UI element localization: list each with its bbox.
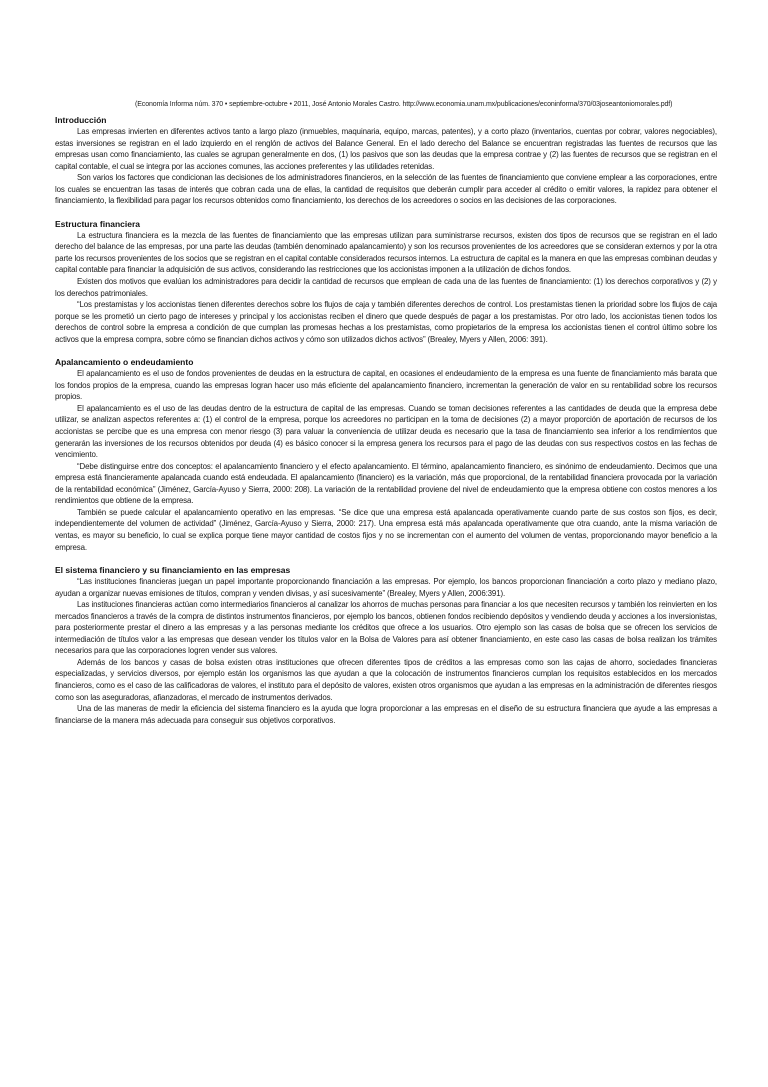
paragraph: “Debe distinguirse entre dos conceptos: el apalancamiento financiero y el efecto apalancamiento. El término, apalancamiento financiero, es sinónimo de endeudamiento. Decimos que una empresa está financieramente apalancada cuando está endeudada. El apalancamiento (financiero) es la variación, más que proporcional, de la rentabilidad financiera provocada por la variación de la rentabilidad económica” (Jiménez, García-Ayuso y Sierra, 2000: 208). La variación de la rentabilidad proviene del nivel de endeudamiento que la empresa obtiene con costos menores a los rendimientos que obtiene de la empresa. [55,461,717,506]
paragraph: Además de los bancos y casas de bolsa existen otras instituciones que ofrecen diferentes tipos de créditos a las empresas como son las cajas de ahorro, sociedades financieras especializadas, y servicios diversos, por ejemplo están los organismos las que ayudan a que la colocación de instrumentos financieros cumplan los requisitos establecidos en los mercados financieros, como es el caso de las calificadoras de valores, el instituto para el depósito de valores, existen otros organismos que ayudan a las empresas en la administración de diferentes riesgos como son las aseguradoras, afianzadoras, el mercado de instrumentos derivados. [55,657,717,702]
section-sistema-financiero [55,564,717,726]
paragraph: También se puede calcular el apalancamiento operativo en las empresas. “Se dice que una empresa está apalancada operativamente cuando parte de sus costos son fijos, es decir, independientemente del volumen de actividad” (Jiménez, García-Ayuso y Sierra, 2000: 217). Una empresa está más apalancada operativamente que otra cuando, ante la misma variación de ventas, es mayor su beneficio, lo cual se explica porque tiene mayor cantidad de costos fijos y no se incrementan con el aumento del volumen de ventas, proporcionando mayor beneficio a la empresa. [55,507,717,552]
paragraph: Las instituciones financieras actúan como intermediarios financieros al canalizar los ahorros de muchas personas para financiar a los que necesiten recursos y también los reinvierten en los mercados financieros a través de la compra de distintos instrumentos financieros, por ejemplo los bancos, obtienen fondos recibiendo depósitos y vendiendo deuda y acciones a los inversionistas, para posteriormente prestar el dinero a las empresas y a las personas mediante los créditos que ofrece a los usuarios. Otro ejemplo son las casas de bolsa que se ofrecen los servicios de intermediación de títulos valor a las empresas que desean vender los títulos valor en la Bolsa de Valores para así obtener financiamiento, en este caso las casas de bolsa realizan los trámites necesarios para que las corporaciones logren vender sus valores. [55,600,717,656]
section-heading: Estructura financiera [55,218,141,229]
citation-line: (Economía Informa núm. 370 • septiembre-octubre • 2011, José Antonio Morales Castro. http://www.economia.unam.mx/publicaciones/econinforma/370/03joseantoniomorales.pdf) [135,101,673,108]
paragraph: Las empresas invierten en diferentes activos tanto a largo plazo (inmuebles, maquinaria, equipo, marcas, patentes), y a corto plazo (inventarios, cuentas por cobrar, valores negociables), estas inversiones se registran en el lado izquierdo en el renglón de activos del Balance General. En el lado derecho del Balance se encuentran registradas las fuentes de recursos que las empresas usan como financiamiento, las cuales se agrupan generalmente en dos, (1) los pasivos que son las deudas que la empresa contrae y (2) las fuentes de recursos que se registran en el capital contable, el cual se integra por las acciones comunes, las acciones preferentes y las utilidades retenidas. [55,127,717,171]
paragraph: “Los prestamistas y los accionistas tienen diferentes derechos sobre los flujos de caja y también diferentes derechos de control. Los prestamistas tienen la prioridad sobre los flujos de caja porque se les prometió un cierto pago de intereses y principal y los accionistas reciben el dinero que quede después de pagar a los prestamistas. Por otro lado, los accionistas tienen todos los derechos de control sobre la empresa a condición de que cumplan las promesas hechas a los prestamistas, como propietarios de la empresa los accionistas tienen el control último sobre los activos que la empresa compra, sobre cómo se financian dichos activos y cómo son utilizados dichos activos” (Brealey, Myers y Allen, 2006: 391). [55,300,717,344]
section-introduccion [55,114,717,207]
paragraph: Una de las maneras de medir la eficiencia del sistema financiero es la ayuda que logra proporcionar a las empresas en el diseño de su estructura financiera que ayude a las empresas a financiarse de la manera más adecuada para conseguir sus objetivos corporativos. [55,704,717,725]
section-estructura-financiera [55,218,717,345]
paragraph: “Las instituciones financieras juegan un papel importante proporcionando financiación a las empresas. Por ejemplo, los bancos proporcionan financiación a corto plazo y mediano plazo, ayudan a organizar nuevas emisiones de títulos, compran y venden divisas, y así sucesivamente” (Brealey, Myers y Allen, 2006:391). [55,577,717,598]
section-heading: Apalancamiento o endeudamiento [55,357,194,368]
section-heading: Introducción [55,115,107,125]
paragraph: Existen dos motivos que evalúan los administradores para decidir la cantidad de recursos que emplean de cada una de las fuentes de financiamiento: (1) los derechos corporativos y (2) y los derechos patrimoniales. [55,277,717,298]
section-apalancamiento [55,356,717,553]
section-heading: El sistema financiero y su financiamiento en las empresas [55,565,291,576]
paragraph: El apalancamiento es el uso de las deudas dentro de la estructura de capital de las empresas. Cuando se toman decisiones referentes a las cantidades de deuda que la empresa debe utilizar, se analizan aspectos referentes a: (1) el control de la empresa, porque los acreedores no participan en la toma de decisiones (2) a mayor proporción de aportación de recursos de los accionistas se percibe que es una empresa con menor riesgo (3) para valuar la conveniencia de utilizar deuda es necesario que la tasa de financiamiento sea inferior a los rendimientos que generarán las inversiones de los recursos obtenidos por deuda (4) es básico conocer si la empresa genera los recursos para el pago de las deudas con sus respectivos costos en las fechas de vencimiento. [55,403,717,460]
document-body [55,114,717,726]
paragraph: El apalancamiento es el uso de fondos provenientes de deudas en la estructura de capital, en ocasiones el endeudamiento de la empresa es una fuente de financiamiento más barata que los fondos propios de la empresa, cuando las empresas logran hacer uso más eficiente del apalancamiento financiero, incrementan la generación de valor en su rentabilidad sobre los recursos propios. [55,369,717,402]
paragraph: Son varios los factores que condicionan las decisiones de los administradores financieros, en la selección de las fuentes de financiamiento que conviene emplear a las corporaciones, entre los cuales se encuentran las tasas de interés que cobran cada una de ellas, la cantidad de requisitos que deberán cumplir para acceder al crédito o emitir valores, la rapidez para obtener el financiamiento, la flexibilidad para pagar los recursos obtenidos como financiamiento, los derechos de los acreedores o socios en las decisiones de las corporaciones. [55,173,717,206]
paragraph: La estructura financiera es la mezcla de las fuentes de financiamiento que las empresas utilizan para suministrarse recursos, existen dos tipos de recursos que se registran en el lado derecho del balance de las empresas, por una parte las deudas (también denominado apalancamiento) y son los recursos provenientes de los acreedores que se consideran externos y por la otra parte los recursos provenientes de los socios que se registran en el capital contable considerados recursos internos. La estructura de capital es la manera en que las empresas combinan deudas y capital contable para financiar la adquisición de sus activos, considerando las restricciones que los accionistas imponen a la utilización de dichos fondos. [55,230,717,275]
